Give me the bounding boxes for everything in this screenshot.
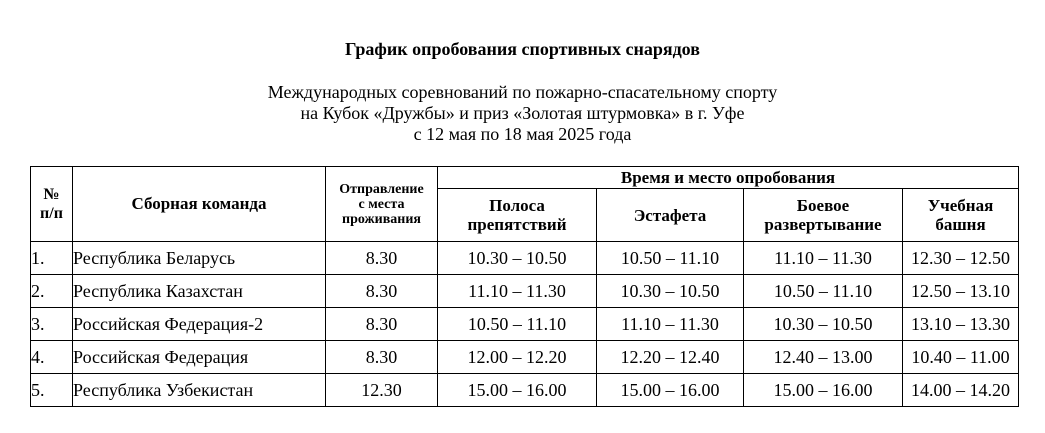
- col-header-obstacle-line-2: препятствий: [467, 215, 567, 234]
- schedule-table: [30, 166, 1019, 407]
- subtitle-line-1: Международных соревнований по пожарно-спасательному спорту: [267, 82, 778, 102]
- col-header-departure: [326, 167, 438, 242]
- cell-obstacle: 10.50 – 11.10: [438, 308, 597, 341]
- cell-tower: 10.40 – 11.00: [903, 341, 1019, 374]
- cell-team: Республика Узбекистан: [73, 374, 326, 407]
- cell-obstacle: 10.30 – 10.50: [438, 242, 597, 275]
- group-header-time-place: Время и место опробования: [438, 167, 1019, 189]
- document-title: График опробования спортивных снарядов: [345, 39, 700, 59]
- cell-relay: 15.00 – 16.00: [597, 374, 744, 407]
- col-header-departure-line-3: проживания: [342, 211, 421, 227]
- cell-team: Республика Казахстан: [73, 275, 326, 308]
- col-header-tower: [903, 189, 1019, 242]
- cell-departure: 8.30: [326, 275, 438, 308]
- cell-number: 4.: [31, 341, 73, 374]
- col-header-number-line-2: п/п: [40, 205, 63, 222]
- cell-tower: 14.00 – 14.20: [903, 374, 1019, 407]
- cell-team: Российская Федерация-2: [73, 308, 326, 341]
- col-header-number-line-1: №: [43, 186, 60, 203]
- cell-departure: 12.30: [326, 374, 438, 407]
- cell-number: 1.: [31, 242, 73, 275]
- subtitle-line-2: на Кубок «Дружбы» и приз «Золотая штурмовка» в г. Уфе: [300, 103, 745, 123]
- col-header-deploy-line-2: развертывание: [764, 215, 882, 234]
- col-header-deploy-line-1: Боевое: [796, 196, 850, 215]
- col-header-departure-line-1: Отправление: [339, 181, 424, 197]
- col-header-obstacle: [438, 189, 597, 242]
- cell-relay: 12.20 – 12.40: [597, 341, 744, 374]
- col-header-obstacle-line-1: Полоса: [489, 196, 545, 215]
- cell-deploy: 15.00 – 16.00: [744, 374, 903, 407]
- header-row-1: [31, 167, 1019, 189]
- cell-relay: 10.30 – 10.50: [597, 275, 744, 308]
- cell-team: Республика Беларусь: [73, 242, 326, 275]
- cell-departure: 8.30: [326, 308, 438, 341]
- cell-obstacle: 15.00 – 16.00: [438, 374, 597, 407]
- cell-departure: 8.30: [326, 242, 438, 275]
- col-header-relay: Эстафета: [597, 189, 744, 242]
- document-subtitle: [0, 82, 1045, 145]
- table-row: [31, 374, 1019, 407]
- subtitle-line-3: с 12 мая по 18 мая 2025 года: [413, 124, 632, 144]
- cell-tower: 12.30 – 12.50: [903, 242, 1019, 275]
- cell-deploy: 10.50 – 11.10: [744, 275, 903, 308]
- table-row: [31, 341, 1019, 374]
- cell-tower: 12.50 – 13.10: [903, 275, 1019, 308]
- cell-deploy: 11.10 – 11.30: [744, 242, 903, 275]
- cell-departure: 8.30: [326, 341, 438, 374]
- cell-relay: 10.50 – 11.10: [597, 242, 744, 275]
- table-row: [31, 275, 1019, 308]
- cell-obstacle: 12.00 – 12.20: [438, 341, 597, 374]
- table-row: [31, 242, 1019, 275]
- cell-relay: 11.10 – 11.30: [597, 308, 744, 341]
- cell-team: Российская Федерация: [73, 341, 326, 374]
- cell-tower: 13.10 – 13.30: [903, 308, 1019, 341]
- cell-deploy: 12.40 – 13.00: [744, 341, 903, 374]
- cell-number: 5.: [31, 374, 73, 407]
- col-header-tower-line-1: Учебная: [927, 196, 994, 215]
- cell-obstacle: 11.10 – 11.30: [438, 275, 597, 308]
- cell-number: 2.: [31, 275, 73, 308]
- cell-number: 3.: [31, 308, 73, 341]
- cell-deploy: 10.30 – 10.50: [744, 308, 903, 341]
- col-header-number: [31, 167, 73, 242]
- col-header-team: Сборная команда: [73, 167, 326, 242]
- col-header-departure-line-2: с места: [358, 196, 405, 212]
- col-header-tower-line-2: башня: [935, 215, 986, 234]
- table-row: [31, 308, 1019, 341]
- col-header-deploy: [744, 189, 903, 242]
